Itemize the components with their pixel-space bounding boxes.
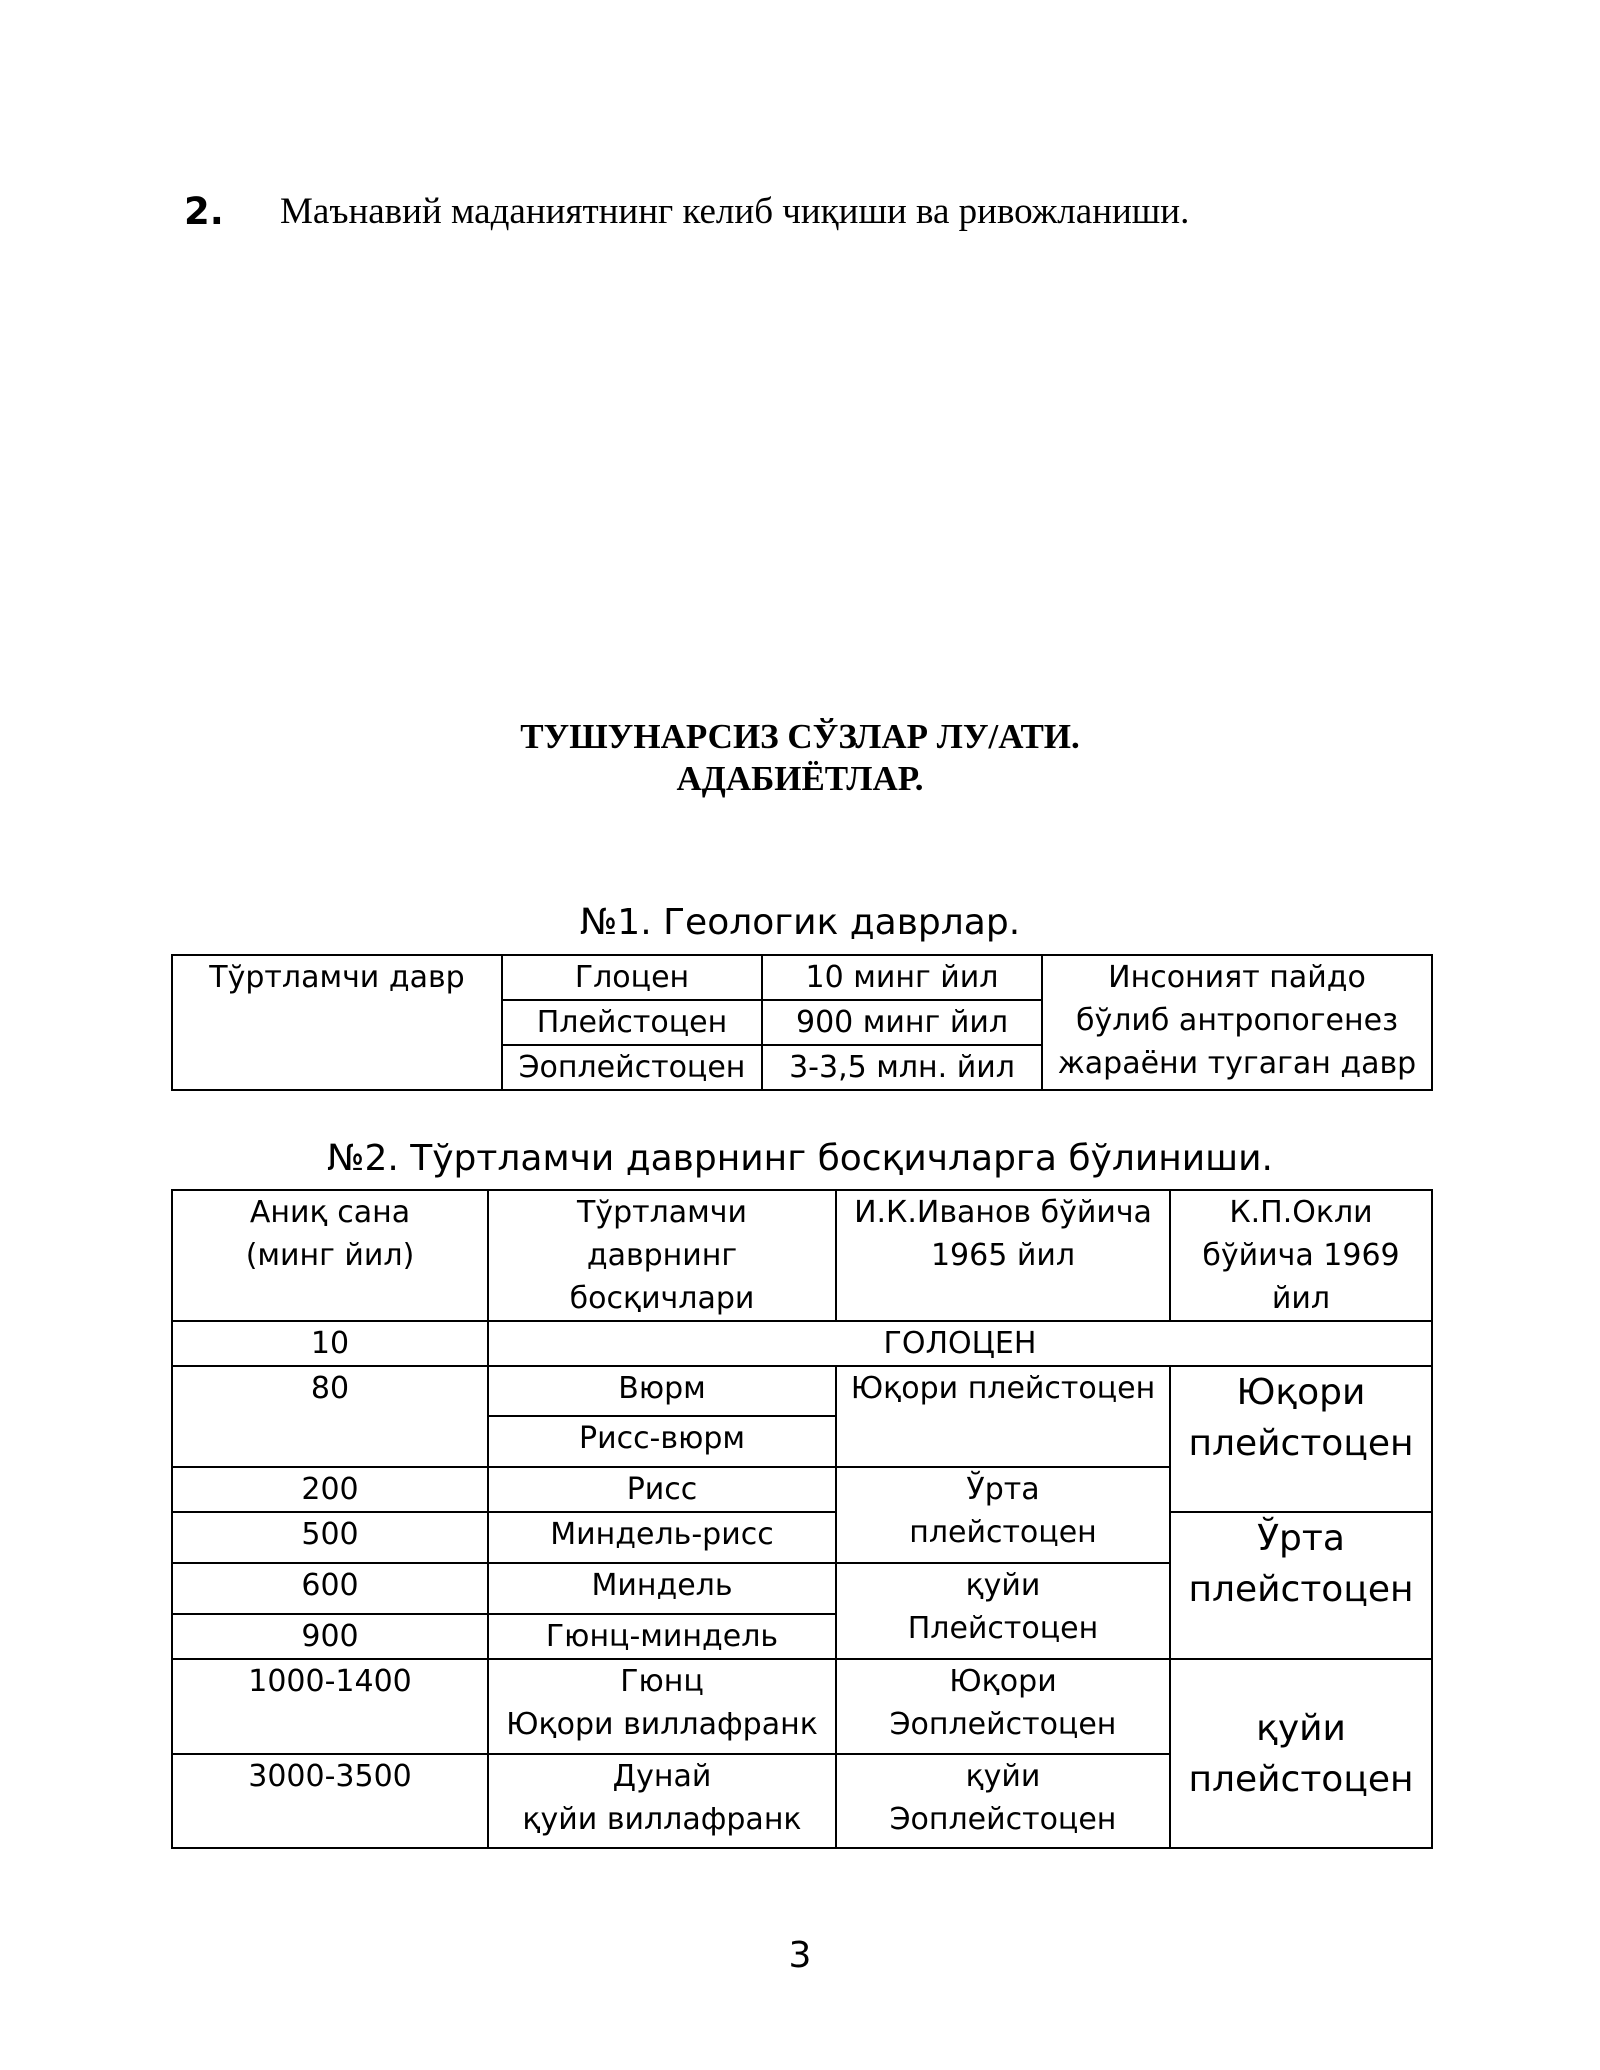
period-cell: Тўртламчи давр [172,955,502,1090]
date-cell: 80 [172,1366,488,1467]
date-cell: 500 [172,1512,488,1563]
header-okli: К.П.Окли бўйича 1969 йил [1170,1190,1432,1321]
stage-cell: Миндель [488,1563,836,1614]
stage-cell: Рисс [488,1467,836,1512]
date-cell: 10 [172,1321,488,1366]
table1-caption: №1. Геологик даврлар. [579,902,1021,943]
stage-cell: Гюнц Юқори виллафранк [488,1659,836,1754]
page-number: 3 [788,1935,812,1976]
stage-cell: Миндель-рисс [488,1512,836,1563]
date-cell: 3000-3500 [172,1754,488,1848]
ivanov-cell: Ўрта плейстоцен [836,1467,1170,1563]
period-name: Плейстоцен [502,1000,762,1045]
ivanov-cell: қуйи Эоплейстоцен [836,1754,1170,1848]
date-cell: 1000-1400 [172,1659,488,1754]
header-date: Аниқ сана (минг йил) [172,1190,488,1321]
period-age: 900 минг йил [762,1000,1042,1045]
period-age: 3-3,5 млн. йил [762,1045,1042,1090]
okli-cell: Ўрта плейстоцен [1170,1512,1432,1659]
section-heading-line2: АДАБИЁТЛАР. [676,759,924,798]
okli-cell: қуйи плейстоцен [1170,1659,1432,1848]
question-text: Маънавий маданиятнинг келиб чиқиши ва ривожланиши. [280,191,1190,232]
date-cell: 200 [172,1467,488,1512]
period-name: Эоплейстоцен [502,1045,762,1090]
period-age: 10 минг йил [762,955,1042,1000]
date-cell: 900 [172,1614,488,1659]
period-name: Глоцен [502,955,762,1000]
okli-cell: Юқори плейстоцен [1170,1366,1432,1512]
stage-cell: Гюнц-миндель [488,1614,836,1659]
header-stages: Тўртламчи даврнинг босқичлари [488,1190,836,1321]
ivanov-cell: Юқори плейстоцен [836,1366,1170,1467]
question-number: 2. [184,190,224,233]
stage-cell: Вюрм [488,1366,836,1416]
geologic-periods-table [171,954,1433,1091]
holocene-cell: ГОЛОЦЕН [488,1321,1432,1366]
ivanov-cell: Юқори Эоплейстоцен [836,1659,1170,1754]
ivanov-cell: қуйи Плейстоцен [836,1563,1170,1659]
date-cell: 600 [172,1563,488,1614]
period-note: Инсоният пайдо бўлиб антропогенез жараёни тугаган давр [1042,955,1432,1090]
stage-cell: Рисс-вюрм [488,1416,836,1467]
stage-cell: Дунай қуйи виллафранк [488,1754,836,1848]
table2-caption: №2. Тўртламчи даврнинг босқичларга бўлиниши. [327,1138,1273,1179]
section-heading-line1: ТУШУНАРСИЗ СЎЗЛАР ЛУ/АТИ. [520,717,1080,756]
header-ivanov: И.К.Иванов бўйича 1965 йил [836,1190,1170,1321]
quaternary-stages-table [171,1189,1433,1849]
